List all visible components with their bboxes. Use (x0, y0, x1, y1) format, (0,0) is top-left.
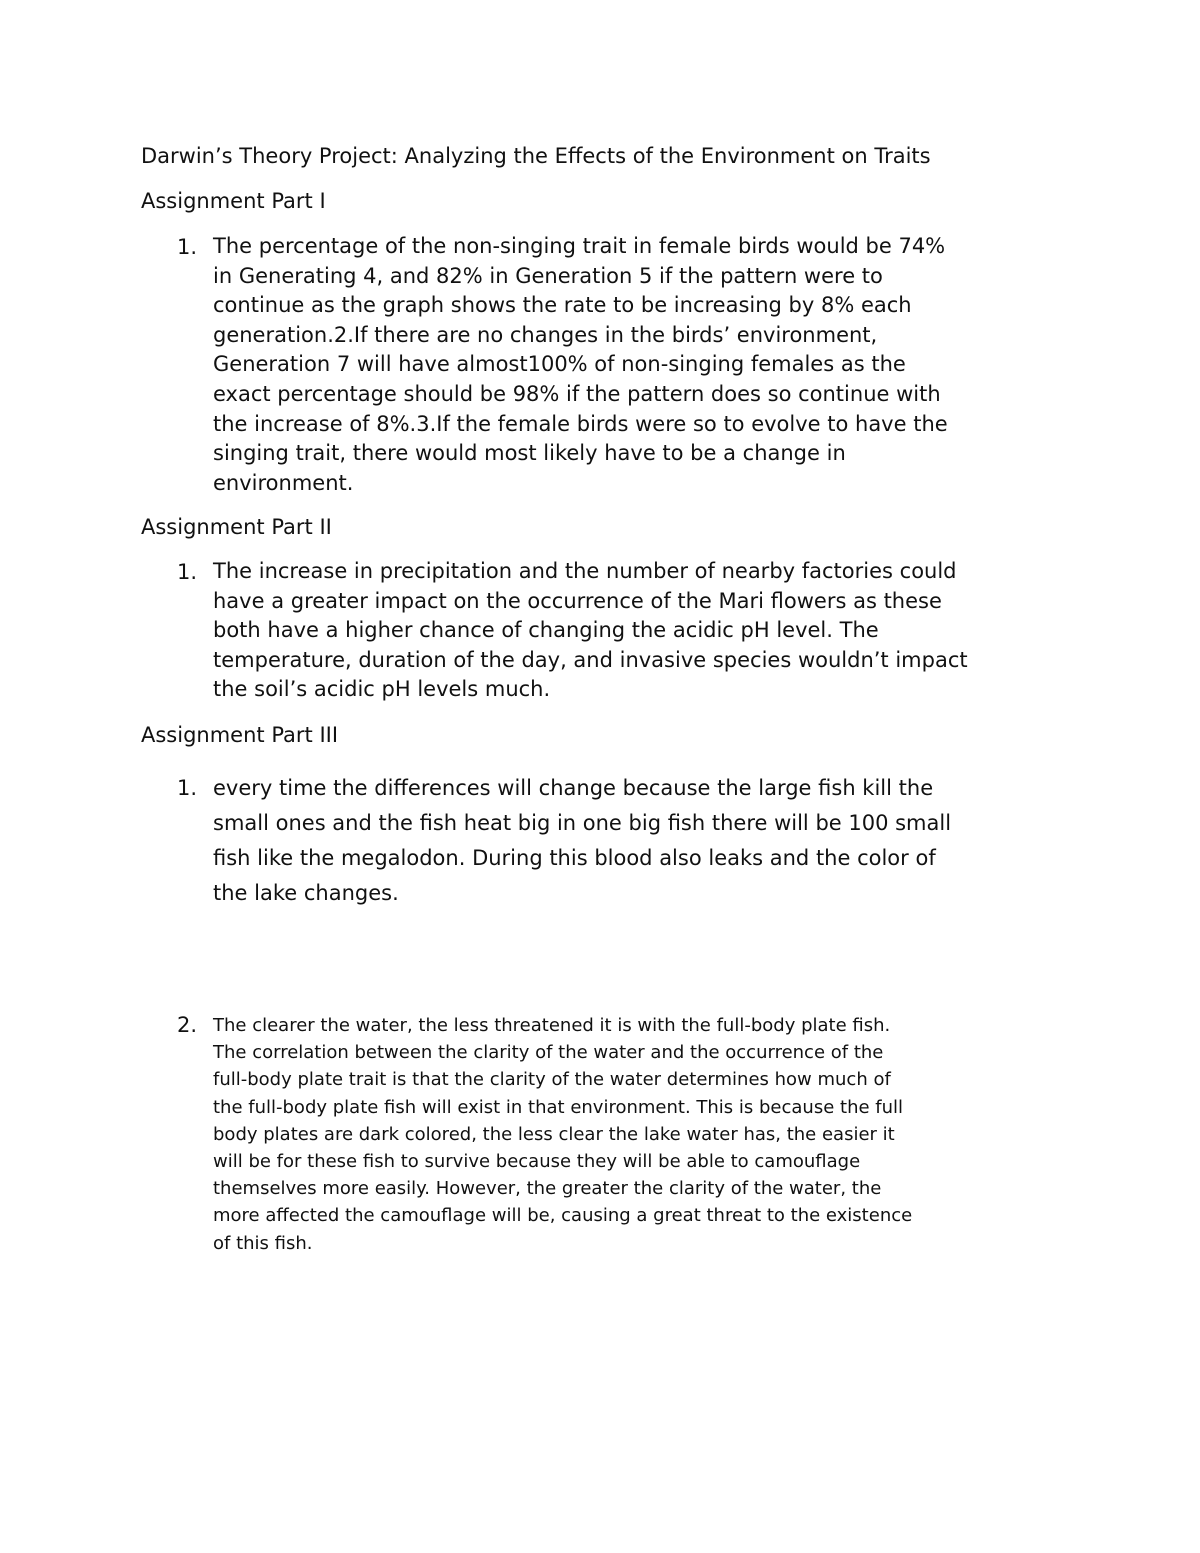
list-number: 2. (177, 1013, 198, 1037)
list-item-text: The increase in precipitation and the number of nearby factories could have a greater impact on the occurrence of the Mari flowers as these both have a higher chance of changing the acidic pH level. The temperature, duration of the day, and invasive species wouldn’t impact the soil’s acidic pH levels much. (213, 559, 968, 702)
list-item-text: The percentage of the non-singing trait in female birds would be 74% in Generating 4, and 82% in Generation 5 if the pattern were to continue as the graph shows the rate to be increasing by 8% each generation.2.If there are no changes in the birds’ environment, Generation 7 will have almost100% of non-singing females as the exact percentage should be 98% if the pattern does so continue with the increase of 8%.3.If the female birds were so to evolve to have the singing trait, there would most likely have to be a change in environment. (213, 234, 948, 495)
section-heading-part-3: Assignment Part III (141, 723, 339, 747)
section-heading-part-2: Assignment Part II (141, 515, 332, 539)
list-number: 1. (177, 560, 198, 584)
document-title: Darwin’s Theory Project: Analyzing the Effects of the Environment on Traits (141, 144, 931, 168)
list-item-text: every time the differences will change because the large fish kill the small ones and the fish heat big in one big fish there will be 100 small fish like the megalodon. During this blood also leaks and the color of the lake changes. (213, 776, 952, 905)
list-number: 1. (177, 235, 198, 259)
list-item-text: The clearer the water, the less threatened it is with the full-body plate fish. The correlation between the clarity of the water and the occurrence of the full-body plate trait is that the clarity of the water determines how much of the full-body plate fish will exist in that environment. This is because the full body plates are dark colored, the less clear the lake water has, the easier it will be for these fish to survive because they will be able to camouflage themselves more easily. However, the greater the clarity of the water, the more affected the camouflage will be, causing a great threat to the existence of this fish. (213, 1015, 913, 1254)
section-heading-part-1: Assignment Part I (141, 189, 326, 213)
list-number: 1. (177, 776, 198, 800)
